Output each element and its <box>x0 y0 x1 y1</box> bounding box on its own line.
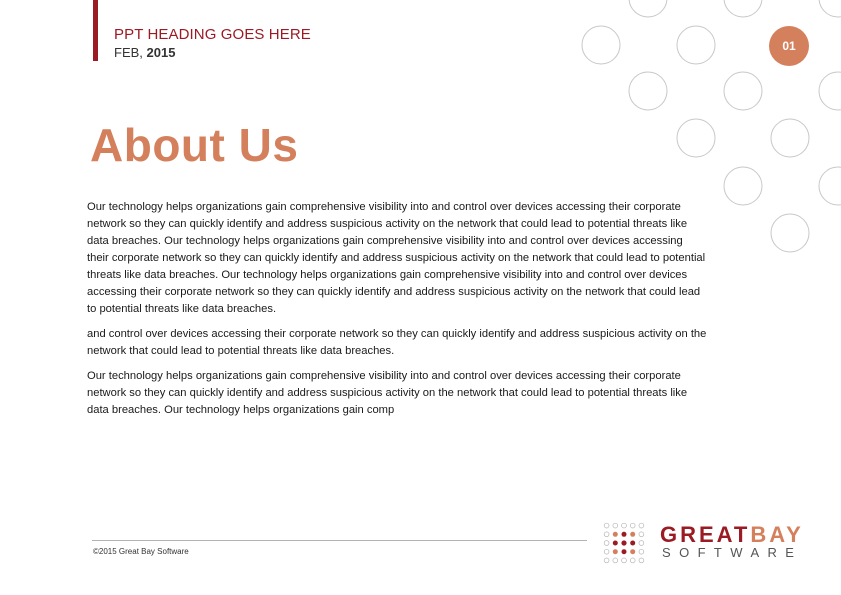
logo-dot <box>604 541 609 546</box>
logo-dot <box>630 532 635 537</box>
body-paragraph: and control over devices accessing their corporate network so they can quickly identify and address suspicious activity on the network that could lead to potential threats like data breaches. <box>87 328 707 357</box>
logo-dot <box>622 532 627 537</box>
logo-dot <box>613 532 618 537</box>
logo-dot <box>622 549 627 554</box>
logo-dot <box>639 549 644 554</box>
logo-word-bay: BAY <box>750 522 804 547</box>
logo-word-software: SOFTWARE <box>662 545 803 560</box>
logo-dot <box>604 549 609 554</box>
logo-dot <box>639 523 644 528</box>
ppt-heading: PPT HEADING GOES HERE <box>114 26 311 43</box>
logo-dot <box>630 523 635 528</box>
logo-dot <box>639 541 644 546</box>
page-title: About Us <box>90 119 299 171</box>
logo-dot <box>604 558 609 563</box>
accent-bar <box>93 0 98 61</box>
page-number-badge: 01 <box>769 26 809 66</box>
logo-dot <box>622 523 627 528</box>
logo-dot <box>613 523 618 528</box>
body-paragraph: Our technology helps organizations gain comprehensive visibility into and control over devices accessing their corporate network so they can quickly identify and address suspicious activity on the network that could lead to potential threats like data breaches. Our technology helps organizations gain comprehensive visibility into and control over devices accessing their corporate network so they can quickly identify and address suspicious activity on the network that could lead to potential threats like data breaches. Our technology helps organizations gain comprehensive visibility into and control over devices accessing their corporate network so they can quickly identify and address suspicious activity on the network that could lead to potential threats like data breaches. <box>87 201 706 315</box>
logo-dot <box>630 558 635 563</box>
body-paragraph: Our technology helps organizations gain comprehensive visibility into and control over devices accessing their corporate network so they can quickly identify and address suspicious activity on the network that could lead to potential threats like data breaches. Our technology helps organizations gain comp <box>87 370 688 416</box>
logo-word-great: GREAT <box>660 522 751 547</box>
header-date <box>114 45 175 60</box>
logo-dot <box>621 540 626 545</box>
logo-dot <box>613 549 618 554</box>
logo-dot <box>604 532 609 537</box>
logo-dot <box>622 558 627 563</box>
date-year: 2015 <box>146 45 176 60</box>
date-month: FEB, <box>114 45 143 60</box>
logo-dot <box>604 523 609 528</box>
logo-dot <box>613 558 618 563</box>
logo-dot <box>630 541 635 546</box>
copyright-text: ©2015 Great Bay Software <box>93 547 189 556</box>
logo-dot <box>639 532 644 537</box>
logo-dot <box>630 549 635 554</box>
logo-dot <box>639 558 644 563</box>
logo-dot <box>613 541 618 546</box>
great-bay-logo-icon <box>596 515 652 571</box>
footer-divider <box>92 540 587 541</box>
body-text <box>87 199 707 427</box>
